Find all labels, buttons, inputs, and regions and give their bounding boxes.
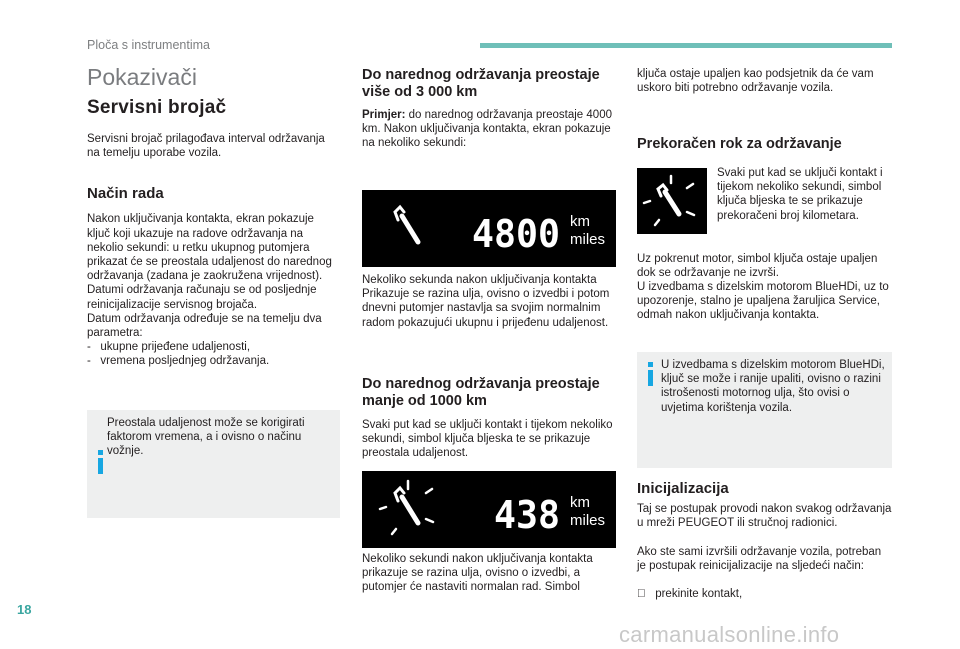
dashboard-display-4800 [362, 190, 616, 267]
page-heading: Servisni brojač [87, 97, 227, 118]
left-column [87, 60, 340, 369]
example-body: do narednog održavanja preostaje 4000 km. Nakon uključivanja kontakta, ekran pokazuje na nekoliko sekundi: [362, 109, 612, 150]
list-item: - vremena posljednjeg održavanja. [87, 355, 270, 368]
mode-text-2: Datumi održavanja računaju se od posljednje reinicijalizacije servisnog brojača. [87, 284, 317, 311]
unit-km: km [570, 494, 590, 511]
text-less-than-1000: Svaki put kad se uključi kontakt i tijekom nekoliko sekundi, simbol ključa bljeska te se prikazuje preostala udaljenost. [362, 419, 613, 460]
heading-less-than-1000: Do narednog održavanja preostaje manje od 1000 km [362, 376, 600, 409]
page-number: 18 [17, 602, 32, 617]
info-text-right: U izvedbama s dizelskim motorom BlueHDi, ključ se može i ranije upaliti, ovisno o razini istrošenosti motornog ulja, što ovisi o uvjetima korištenja vozila. [661, 359, 885, 414]
section-title: Pokazivači [87, 64, 197, 90]
text-after-display-2: Nekoliko sekundi nakon uključivanja kontakta prikazuje se razina ulja, ovisno o izvedbi, a putomjer će nastaviti normalan rad. Simbol [362, 553, 593, 594]
intro-text: Servisni brojač prilagođava interval održavanja na temelju uporabe vozila. [87, 133, 325, 160]
example-text [362, 108, 616, 151]
example-label: Primjer: [362, 109, 406, 121]
dashboard-display-graphic [362, 190, 616, 267]
init-step: prekinite kontakt, [637, 588, 734, 600]
header-accent-bar [480, 43, 892, 48]
mode-heading: Način rada [87, 185, 164, 203]
unit-miles: miles [570, 231, 606, 248]
init-heading: Inicijalizacija [637, 480, 729, 497]
flashing-wrench-icon [637, 168, 707, 234]
text-after-display-1: Nekoliko sekunda nakon uključivanja kontakta Prikazuje se razina ulja, ovisno o izvedbi i potom dnevni putomjer nastavlja sa svojim normalnim radom pokazujući ukupnu i prijeđenu udaljenost. [362, 274, 610, 329]
watermark: carmanualsonline.info [619, 622, 840, 647]
overdue-wrench-display [637, 168, 707, 234]
engine-text-2: U izvedbama s dizelskim motorom BlueHDi, uz to upozorenje, stalno je upaljena žaruljica Service, odmah nakon uključivanja kontakta. [637, 281, 889, 322]
unit-miles: miles [570, 512, 606, 529]
mode-text-1: Nakon uključivanja kontakta, ekran pokazuje ključ koji ukazuje na radove održavanja na nekolio sekundi: u retku ukupnog putomjera prikazat će se preostala udaljenost do narednog održavanja (zadana je zaokružena vrijednost). [87, 213, 332, 283]
info-icon [645, 362, 655, 385]
overdue-text: Svaki put kad se uključi kontakt i tijekom nekoliko sekundi, simbol ključa bljeska te se prikazuje prekoračeni broj kilometara. [717, 167, 883, 222]
running-header: Ploča s instrumentima [87, 38, 210, 52]
middle-column [362, 67, 616, 151]
info-box-left [87, 410, 340, 518]
init-text-1: Taj se postupak provodi nakon svakog održavanja u mreži PEUGEOT ili stručnoj radionici. [637, 503, 892, 530]
dashboard-display-graphic [362, 471, 616, 548]
odometer-value: 4800 [472, 212, 560, 256]
heading-more-than-3000: Do narednog održavanja preostaje više od 3 000 km [362, 67, 600, 100]
unit-km: km [570, 213, 590, 230]
info-icon [95, 450, 105, 473]
flashing-wrench-icon [380, 481, 433, 534]
engine-text-1: Uz pokrenut motor, simbol ključa ostaje upaljen dok se održavanje ne izvrši. [637, 253, 878, 280]
dashboard-display-438 [362, 471, 616, 548]
info-box-right [637, 352, 892, 468]
info-text-left: Preostala udaljenost može se korigirati faktorom vremena, a i ovisno o načinu vožnje. [107, 417, 305, 458]
continuation-text: ključa ostaje upaljen kao podsjetnik da će vam uskoro biti potrebno održavanje vozila. [637, 68, 874, 95]
overdue-heading: Prekoračen rok za održavanje [637, 136, 842, 152]
wrench-icon [395, 207, 418, 242]
init-text-2: Ako ste sami izvršili održavanje vozila, potreban je postupak reinicijalizacije na sljedeći način: [637, 546, 882, 573]
mode-text-3: Datum održavanja određuje se na temelju dva parametra: [87, 312, 322, 340]
list-item: - ukupne prijeđene udaljenosti, [87, 341, 251, 354]
odometer-value: 438 [494, 493, 560, 537]
